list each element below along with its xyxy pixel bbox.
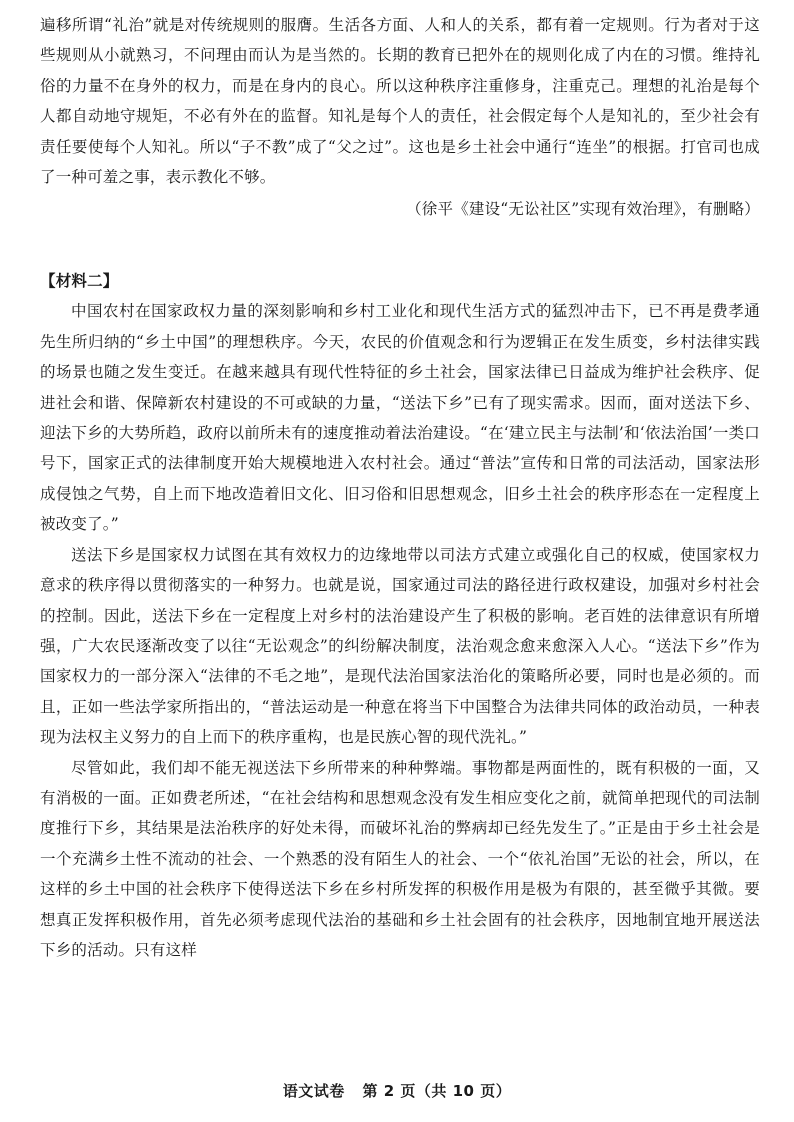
material-two-heading: 【材料二】 (40, 272, 119, 291)
footer-subject: 语文试卷 (282, 1082, 345, 1100)
material-two-paragraph-1: 中国农村在国家政权力量的深刻影响和乡村工业化和现代生活方式的猛烈冲击下，已不再是费孝通先生所归纳的“乡土中国”的理想秩序。今天，农民的价值观念和行为逻辑正在发生质变，乡村法律实践的场景也随之发生变迁。在越来越具有现代性特征的乡土社会，国家法律已日益成为维护社会秩序、促进社会和谐、保障新农村建设的不可或缺的力量，“送法下乡”已有了现实需求。因而，面对送法下乡、迎法下乡的大势所趋，政府以前所未有的速度推动着法治建设。“在‘建立民主与法制’和‘依法治国’一类口号下，国家正式的法律制度开始大规模地进入农村社会。通过“普法”宣传和日常的司法活动，国家法形成侵蚀之气势，自上而下地改造着旧文化、旧习俗和旧思想观念，旧乡土社会的秩序形态在一定程度上被改变了。” (40, 302, 760, 534)
material-two-paragraph-3: 尽管如此，我们却不能无视送法下乡所带来的种种弊端。事物都是两面性的，既有积极的一面，又有消极的一面。正如费老所述，“在社会结构和思想观念没有发生相应变化之前，就简单把现代的司法制度推行下乡，其结果是法治秩序的好处未得，而破坏礼治的弊病却已经先发生了。”正是由于乡土社会是一个充满乡土性不流动的社会、一个熟悉的没有陌生人的社会、一个“依礼治国”无讼的社会，所以，在这样的乡土中国的社会秩序下使得送法下乡在乡村所发挥的积极作用是极为有限的，甚至微乎其微。要想真正发挥积极作用，首先必须考虑现代法治的基础和乡土社会固有的社会秩序，因地制宜地开展送法下乡的活动。只有这样 (40, 758, 760, 959)
page-footer (0, 1080, 794, 1101)
page-content (40, 10, 760, 965)
material-two-paragraph-2: 送法下乡是国家权力试图在其有效权力的边缘地带以司法方式建立或强化自己的权威，使国家权力意求的秩序得以贯彻落实的一种努力。也就是说，国家通过司法的路径进行政权建设，加强对乡村社会的控制。因此，送法下乡在一定程度上对乡村的法治建设产生了积极的影响。老百姓的法律意识有所增强，广大农民逐渐改变了以往“无讼观念”的纠纷解决制度，法治观念愈来愈深入人心。“送法下乡”作为国家权力的一部分深入“法律的不毛之地”，是现代法治国家法治化的策略所必要，同时也是必须的。而且，正如一些法学家所指出的，“普法运动是一种意在将当下中国整合为法律共同体的政治动员，一种表现为法权主义努力的自上而下的秩序重构，也是民族心智的现代洗礼。” (40, 545, 760, 747)
material-one-source: （徐平《建设“无讼社区”实现有效治理》，有删略） (406, 200, 760, 219)
footer-page-number: 第 2 页（共 10 页） (362, 1082, 512, 1100)
material-one-continuation: 遍移所谓“礼治”就是对传统规则的服膺。生活各方面、人和人的关系，都有着一定规则。行为者对于这些规则从小就熟习，不问理由而认为是当然的。长期的教育已把外在的规则化成了内在的习惯。维持礼俗的力量不在身外的权力，而是在身内的良心。所以这种秩序注重修身，注重克己。理想的礼治是每个人都自动地守规矩，不必有外在的监督。知礼是每个人的责任，社会假定每个人是知礼的，至少社会有责任要使每个人知礼。所以“子不教”成了“父之过”。这也是乡土社会中通行“连坐”的根据。打官司也成了一种可羞之事，表示教化不够。 (40, 16, 760, 187)
